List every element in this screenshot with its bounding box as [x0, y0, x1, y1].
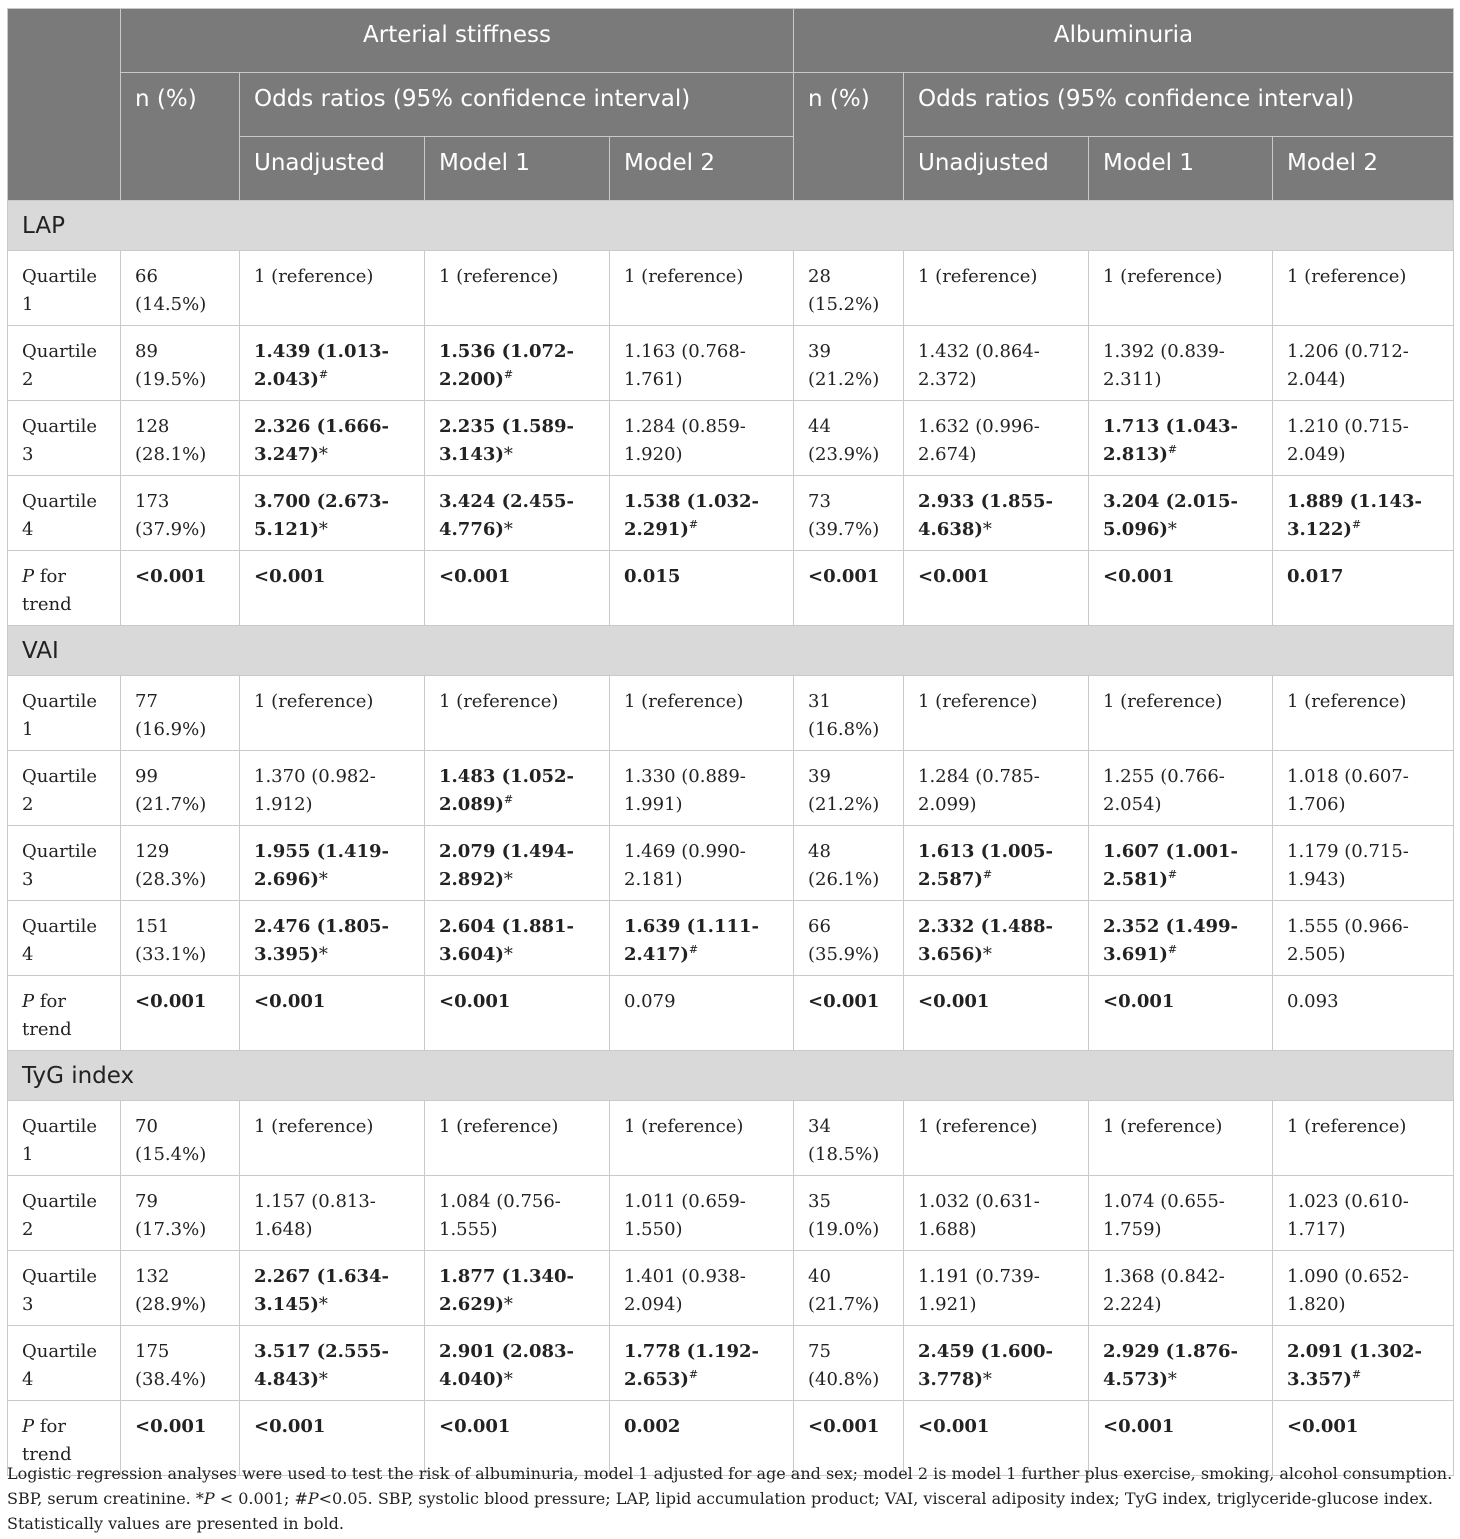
- table-cell: 1.483 (1.052-2.089)#: [425, 751, 610, 826]
- table-cell: 1 (reference): [610, 676, 794, 751]
- table-cell: 132 (28.9%): [121, 1251, 240, 1326]
- corner-header: [8, 9, 121, 201]
- table-row: [8, 1326, 1454, 1401]
- footnote-bold-note: Statistically values are presented in bold.: [7, 1514, 344, 1533]
- table-cell: <0.001: [794, 976, 904, 1051]
- table-row: [8, 826, 1454, 901]
- table-cell: 1.713 (1.043-2.813)#: [1089, 401, 1273, 476]
- footnote-text-c: <0.05. SBP, systolic blood pressure; LAP, lipid accumulation product; VAI, visceral adiposity index; TyG index, triglyceride-glucose index.: [318, 1489, 1433, 1508]
- table-cell: 1 (reference): [610, 251, 794, 326]
- table-cell: 1.163 (0.768-1.761): [610, 326, 794, 401]
- table-row: [8, 976, 1454, 1051]
- footnote-p-italic-2: P: [307, 1489, 319, 1508]
- footnote-abbreviations: [7, 1461, 1453, 1511]
- table-cell: 1 (reference): [904, 676, 1089, 751]
- table-row: [8, 1251, 1454, 1326]
- table-cell: 1.011 (0.659-1.550): [610, 1176, 794, 1251]
- table-cell: 1.607 (1.001-2.581)#: [1089, 826, 1273, 901]
- table-cell: 1 (reference): [904, 251, 1089, 326]
- section-row: [8, 201, 1454, 251]
- table-cell: <0.001: [904, 1401, 1089, 1476]
- table-cell: 2.267 (1.634-3.145)*: [240, 1251, 425, 1326]
- row-label: Quartile 4: [8, 1326, 121, 1401]
- table-cell: <0.001: [425, 551, 610, 626]
- table-footnotes: [7, 1461, 1453, 1536]
- table-cell: 1.469 (0.990-2.181): [610, 826, 794, 901]
- table-cell: <0.001: [904, 976, 1089, 1051]
- table-cell: 3.204 (2.015-5.096)*: [1089, 476, 1273, 551]
- table-row: [8, 251, 1454, 326]
- table-cell: 3.700 (2.673-5.121)*: [240, 476, 425, 551]
- group-header-arterial-stiffness: Arterial stiffness: [121, 9, 794, 73]
- row-label: Quartile 1: [8, 251, 121, 326]
- table-cell: <0.001: [904, 551, 1089, 626]
- table-cell: <0.001: [1089, 1401, 1273, 1476]
- table-cell: 2.079 (1.494-2.892)*: [425, 826, 610, 901]
- table-cell: 129 (28.3%): [121, 826, 240, 901]
- table-cell: 1.206 (0.712-2.044): [1273, 326, 1454, 401]
- table-cell: 66 (35.9%): [794, 901, 904, 976]
- table-cell: <0.001: [1089, 976, 1273, 1051]
- row-label: Quartile 4: [8, 901, 121, 976]
- table-cell: 73 (39.7%): [794, 476, 904, 551]
- table-row: [8, 551, 1454, 626]
- row-label: Quartile 3: [8, 401, 121, 476]
- table-cell: 1.090 (0.652-1.820): [1273, 1251, 1454, 1326]
- table-row: [8, 1101, 1454, 1176]
- table-cell: 1.330 (0.889-1.991): [610, 751, 794, 826]
- row-label: Quartile 2: [8, 1176, 121, 1251]
- row-label: P for trend: [8, 1401, 121, 1476]
- table-cell: 1.370 (0.982-1.912): [240, 751, 425, 826]
- table-cell: 0.079: [610, 976, 794, 1051]
- footnote-text-b: < 0.001; #: [214, 1489, 308, 1508]
- table-cell: 1.179 (0.715-1.943): [1273, 826, 1454, 901]
- table-cell: 1.536 (1.072-2.200)#: [425, 326, 610, 401]
- table-cell: 1 (reference): [1273, 676, 1454, 751]
- table-cell: 1 (reference): [425, 676, 610, 751]
- table-cell: 0.015: [610, 551, 794, 626]
- n-header-arterial: n (%): [121, 73, 240, 201]
- section-title: VAI: [8, 626, 1454, 676]
- or-header-arterial: Odds ratios (95% confidence interval): [240, 73, 794, 137]
- row-label: Quartile 3: [8, 1251, 121, 1326]
- table-cell: 1.032 (0.631-1.688): [904, 1176, 1089, 1251]
- row-label: Quartile 3: [8, 826, 121, 901]
- table-cell: 1.255 (0.766-2.054): [1089, 751, 1273, 826]
- table-cell: 0.002: [610, 1401, 794, 1476]
- row-label: Quartile 1: [8, 1101, 121, 1176]
- table-cell: 79 (17.3%): [121, 1176, 240, 1251]
- table-cell: 0.017: [1273, 551, 1454, 626]
- table-cell: 1.284 (0.859-1.920): [610, 401, 794, 476]
- table-cell: 1 (reference): [1273, 251, 1454, 326]
- table-cell: 2.332 (1.488-3.656)*: [904, 901, 1089, 976]
- table-cell: 2.604 (1.881-3.604)*: [425, 901, 610, 976]
- table-cell: 1.538 (1.032-2.291)#: [610, 476, 794, 551]
- table-cell: 1 (reference): [425, 1101, 610, 1176]
- table-cell: 1.023 (0.610-1.717): [1273, 1176, 1454, 1251]
- results-table: [7, 8, 1454, 1476]
- table-cell: 77 (16.9%): [121, 676, 240, 751]
- table-cell: 1.889 (1.143-3.122)#: [1273, 476, 1454, 551]
- row-label: Quartile 2: [8, 326, 121, 401]
- table-cell: 3.424 (2.455-4.776)*: [425, 476, 610, 551]
- table-cell: <0.001: [1273, 1401, 1454, 1476]
- table-cell: 31 (16.8%): [794, 676, 904, 751]
- table-cell: 35 (19.0%): [794, 1176, 904, 1251]
- table-cell: 1 (reference): [1089, 676, 1273, 751]
- table-cell: 2.091 (1.302-3.357)#: [1273, 1326, 1454, 1401]
- table-cell: 1 (reference): [1089, 1101, 1273, 1176]
- table-cell: 1 (reference): [904, 1101, 1089, 1176]
- table-cell: 1 (reference): [610, 1101, 794, 1176]
- table-cell: 1.632 (0.996-2.674): [904, 401, 1089, 476]
- table-cell: 39 (21.2%): [794, 326, 904, 401]
- table-cell: 28 (15.2%): [794, 251, 904, 326]
- section-title: TyG index: [8, 1051, 1454, 1101]
- row-label: Quartile 2: [8, 751, 121, 826]
- n-header-albuminuria: n (%): [794, 73, 904, 201]
- col-unadjusted-albuminuria: Unadjusted: [904, 137, 1089, 201]
- table-cell: 1 (reference): [240, 251, 425, 326]
- table-cell: <0.001: [240, 976, 425, 1051]
- or-header-albuminuria: Odds ratios (95% confidence interval): [904, 73, 1454, 137]
- col-model1-arterial: Model 1: [425, 137, 610, 201]
- table-cell: <0.001: [121, 551, 240, 626]
- table-cell: 175 (38.4%): [121, 1326, 240, 1401]
- table-cell: 1 (reference): [425, 251, 610, 326]
- table-cell: 1.955 (1.419-2.696)*: [240, 826, 425, 901]
- table-cell: 75 (40.8%): [794, 1326, 904, 1401]
- table-cell: 66 (14.5%): [121, 251, 240, 326]
- col-model2-albuminuria: Model 2: [1273, 137, 1454, 201]
- row-label: P for trend: [8, 551, 121, 626]
- table-cell: <0.001: [1089, 551, 1273, 626]
- table-cell: 2.326 (1.666-3.247)*: [240, 401, 425, 476]
- table-cell: 48 (26.1%): [794, 826, 904, 901]
- table-row: [8, 751, 1454, 826]
- table-cell: 1.210 (0.715-2.049): [1273, 401, 1454, 476]
- table-row: [8, 901, 1454, 976]
- table-cell: 2.933 (1.855-4.638)*: [904, 476, 1089, 551]
- table-cell: 1.392 (0.839-2.311): [1089, 326, 1273, 401]
- table-cell: 2.459 (1.600-3.778)*: [904, 1326, 1089, 1401]
- table-cell: <0.001: [794, 1401, 904, 1476]
- table-cell: 70 (15.4%): [121, 1101, 240, 1176]
- row-label: Quartile 4: [8, 476, 121, 551]
- table-cell: 2.476 (1.805-3.395)*: [240, 901, 425, 976]
- table-cell: <0.001: [425, 976, 610, 1051]
- table-row: [8, 476, 1454, 551]
- table-cell: 0.093: [1273, 976, 1454, 1051]
- table-cell: 44 (23.9%): [794, 401, 904, 476]
- table-row: [8, 401, 1454, 476]
- table-row: [8, 326, 1454, 401]
- table-cell: 39 (21.2%): [794, 751, 904, 826]
- row-label: P for trend: [8, 976, 121, 1051]
- table-body: [8, 201, 1454, 1476]
- table-row: [8, 676, 1454, 751]
- footnote-p-italic: P: [203, 1489, 215, 1508]
- table-cell: 1 (reference): [240, 1101, 425, 1176]
- table-cell: 1.778 (1.192-2.653)#: [610, 1326, 794, 1401]
- table-cell: 34 (18.5%): [794, 1101, 904, 1176]
- section-title: LAP: [8, 201, 1454, 251]
- col-model1-albuminuria: Model 1: [1089, 137, 1273, 201]
- footnote-text-a: Logistic regression analyses were used to test the risk of albuminuria, model 1 adjusted for age and sex; model 2 is model 1 further plus exercise, smoking, alcohol consumption. SBP, serum creatinine. *: [7, 1464, 1453, 1508]
- table-cell: 89 (19.5%): [121, 326, 240, 401]
- table-cell: 173 (37.9%): [121, 476, 240, 551]
- table-cell: 1.639 (1.111-2.417)#: [610, 901, 794, 976]
- table-cell: 1.074 (0.655-1.759): [1089, 1176, 1273, 1251]
- table-cell: <0.001: [240, 1401, 425, 1476]
- table-cell: 40 (21.7%): [794, 1251, 904, 1326]
- table-cell: 1.439 (1.013-2.043)#: [240, 326, 425, 401]
- table-cell: 1.613 (1.005-2.587)#: [904, 826, 1089, 901]
- table-row: [8, 1176, 1454, 1251]
- table-cell: 151 (33.1%): [121, 901, 240, 976]
- table-cell: <0.001: [794, 551, 904, 626]
- table-cell: 2.352 (1.499-3.691)#: [1089, 901, 1273, 976]
- row-label: Quartile 1: [8, 676, 121, 751]
- table-cell: 3.517 (2.555-4.843)*: [240, 1326, 425, 1401]
- table-cell: 1.877 (1.340-2.629)*: [425, 1251, 610, 1326]
- table-cell: <0.001: [425, 1401, 610, 1476]
- table-cell: 1.018 (0.607-1.706): [1273, 751, 1454, 826]
- table-cell: <0.001: [240, 551, 425, 626]
- col-model2-arterial: Model 2: [610, 137, 794, 201]
- table-cell: 2.235 (1.589-3.143)*: [425, 401, 610, 476]
- table-cell: 99 (21.7%): [121, 751, 240, 826]
- table-cell: 1 (reference): [1089, 251, 1273, 326]
- table-cell: 128 (28.1%): [121, 401, 240, 476]
- table-cell: 1.157 (0.813-1.648): [240, 1176, 425, 1251]
- section-row: [8, 626, 1454, 676]
- table-cell: <0.001: [121, 976, 240, 1051]
- table-cell: 1.284 (0.785-2.099): [904, 751, 1089, 826]
- col-unadjusted-arterial: Unadjusted: [240, 137, 425, 201]
- table-cell: 2.929 (1.876-4.573)*: [1089, 1326, 1273, 1401]
- table-cell: <0.001: [121, 1401, 240, 1476]
- table-cell: 1.555 (0.966-2.505): [1273, 901, 1454, 976]
- table-cell: 1.401 (0.938-2.094): [610, 1251, 794, 1326]
- section-row: [8, 1051, 1454, 1101]
- table-cell: 1 (reference): [240, 676, 425, 751]
- table-cell: 1.191 (0.739-1.921): [904, 1251, 1089, 1326]
- table-cell: 1.084 (0.756-1.555): [425, 1176, 610, 1251]
- table-cell: 2.901 (2.083-4.040)*: [425, 1326, 610, 1401]
- table-cell: 1.432 (0.864-2.372): [904, 326, 1089, 401]
- table-cell: 1 (reference): [1273, 1101, 1454, 1176]
- table-cell: 1.368 (0.842-2.224): [1089, 1251, 1273, 1326]
- group-header-albuminuria: Albuminuria: [794, 9, 1454, 73]
